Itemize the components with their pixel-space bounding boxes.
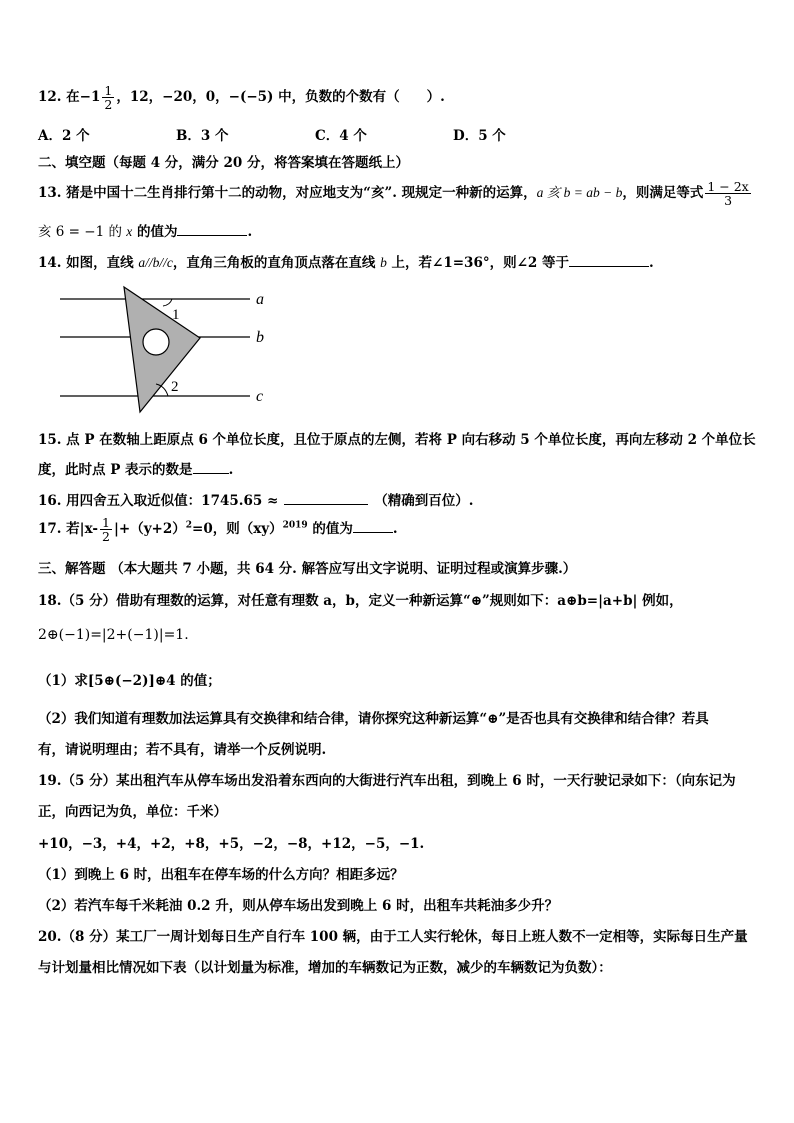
answer-blank[interactable] bbox=[177, 235, 247, 236]
q14-stem: 14. 如图，直线 a//b//c，直角三角板的直角顶点落在直线 b 上，若∠1=36°，则∠2 等于 . bbox=[38, 255, 654, 271]
angle-1-label: 1 bbox=[172, 307, 180, 323]
q19-records: +10，−3，+4，+2，+8，+5，−2，−8，+12，−5，−1. bbox=[38, 836, 425, 852]
fraction: $\frac{1 - 2x}{3}$ bbox=[707, 179, 749, 209]
q12-stem: 12. 在−1 $\frac{1}{2}$ ，12，−20，0，−(−5) 中，负数的个数有（ ）. bbox=[38, 83, 445, 113]
q18-example: 2⊕(−1)=|2+(−1)|=1. bbox=[38, 627, 189, 643]
q20-line1: 20.（8 分）某工厂一周计划每日生产自行车 100 辆，由于工人实行轮休，每日上班人数不一定相等，实际每日生产量 bbox=[38, 929, 748, 945]
q18-sub2-line1: （2）我们知道有理数加法运算具有交换律和结合律，请你探究这种新运算“⊕”是否也具有交换律和结合律？若具 bbox=[38, 711, 709, 727]
label-a: a bbox=[256, 291, 264, 308]
angle-2-label: 2 bbox=[171, 379, 179, 395]
q18-sub1: （1）求[5⊕(−2)]⊕4 的值； bbox=[38, 673, 221, 689]
set-square-hole bbox=[143, 329, 169, 355]
q18-sub2-line2: 有，请说明理由；若不具有，请举一个反例说明. bbox=[38, 742, 327, 758]
q20-line2: 与计划量相比情况如下表（以计划量为标准，增加的车辆数记为正数，减少的车辆数记为负数）： bbox=[38, 960, 612, 976]
q19-line1: 19.（5 分）某出租汽车从停车场出发沿着东西向的大街进行汽车出租，到晚上 6 时，一天行驶记录如下：（向东记为 bbox=[38, 773, 736, 789]
answer-blank[interactable] bbox=[353, 532, 393, 533]
q19-line2: 正，向西记为负，单位：千米） bbox=[38, 804, 227, 820]
label-c: c bbox=[256, 388, 264, 405]
q15-line2: 度，此时点 P 表示的数是 . bbox=[38, 462, 234, 478]
section-heading-answer: 三、解答题 （本大题共 7 小题，共 64 分. 解答应写出文字说明、证明过程或演算步骤.） bbox=[38, 561, 577, 577]
label-b: b bbox=[256, 329, 264, 346]
q16-stem: 16. 用四舍五入取近似值：1745.65 ≈ （精确到百位）. bbox=[38, 493, 474, 509]
q13-line2: 亥 6 = −1 的 x 的值为 . bbox=[38, 224, 253, 240]
q15-line1: 15. 点 P 在数轴上距原点 6 个单位长度，且位于原点的左侧，若将 P 向右移动 5 个单位长度，再向左移动 2 个单位长 bbox=[38, 432, 756, 448]
fraction: $\frac{1}{2}$ bbox=[102, 515, 110, 545]
option-c: C．4 个 bbox=[315, 128, 367, 144]
fraction: $\frac{1}{2}$ bbox=[104, 83, 113, 113]
section-heading-fill-in: 二、填空题（每题 4 分，满分 20 分，将答案填在答题纸上） bbox=[38, 155, 409, 171]
q19-sub2: （2）若汽车每千米耗油 0.2 升，则从停车场出发到晚上 6 时，出租车共耗油多少升？ bbox=[38, 898, 559, 914]
q13-line1: 13. 猪是中国十二生肖排行第十二的动物，对应地支为“亥”. 现规定一种新的运算，a 亥 b = ab − b，则满足等式 $\frac{1 - 2x}{3}$ bbox=[38, 179, 749, 209]
answer-blank[interactable] bbox=[284, 504, 368, 505]
q18-line1: 18.（5 分）借助有理数的运算，对任意有理数 a，b，定义一种新运算“⊕”规则如下：a⊕b=|a+b| 例如， bbox=[38, 593, 683, 609]
parallel-lines-triangle-figure bbox=[60, 282, 280, 417]
answer-blank[interactable] bbox=[193, 473, 229, 474]
option-a: A．2 个 bbox=[38, 128, 90, 144]
q19-sub1: （1）到晚上 6 时，出租车在停车场的什么方向？相距多远？ bbox=[38, 867, 404, 883]
angle-1-arc bbox=[163, 299, 172, 306]
option-d: D．5 个 bbox=[453, 128, 506, 144]
q17-stem: 17. 若|x- $\frac{1}{2}$ $|+(y+2)^2=0$，则（xy）$^{2019}$ 的值为 . bbox=[38, 515, 398, 545]
answer-blank[interactable] bbox=[569, 266, 649, 267]
option-b: B．3 个 bbox=[176, 128, 229, 144]
